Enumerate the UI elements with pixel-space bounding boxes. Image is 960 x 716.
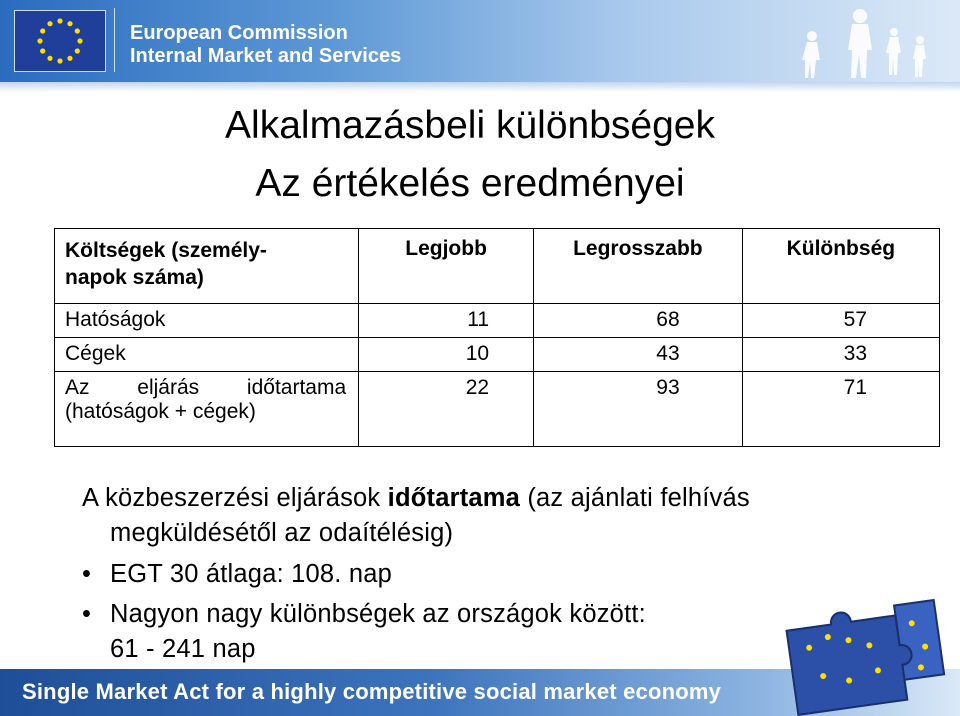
paragraph-text: (az ajánlati felhívás — [520, 484, 750, 512]
bullet-text: EGT 30 átlaga: 108. nap — [110, 560, 392, 588]
eu-star-icon — [57, 18, 62, 23]
column-header-difference: Különbség — [742, 229, 939, 304]
cell-worst: 93 — [534, 372, 743, 447]
cost-comparison-table — [54, 228, 940, 447]
row-label-line2: (hatóságok + cégek) — [65, 400, 256, 423]
eu-star-icon — [40, 48, 45, 53]
row-label-word: Az — [65, 376, 90, 399]
header-divider — [114, 8, 115, 72]
row-label: Cégek — [55, 338, 359, 372]
procedure-duration-paragraph-line2: megküldésétől az odaítélésig) — [110, 519, 454, 547]
footer-slogan: Single Market Act for a highly competitive social market economy — [22, 679, 722, 704]
paragraph-text: A közbeszerzési eljárások — [82, 484, 388, 512]
cell-difference: 71 — [742, 372, 939, 447]
bullet-item-line2: 61 - 241 nap — [110, 635, 256, 663]
eu-star-icon — [75, 28, 80, 33]
eu-star-icon — [47, 56, 52, 61]
table-header-label — [55, 229, 359, 304]
bullet-item — [82, 560, 392, 589]
eu-flag-logo — [14, 10, 106, 72]
table-header-label-line2: napok száma) — [65, 266, 204, 289]
eu-star-icon — [47, 21, 52, 26]
eu-star-icon — [57, 58, 62, 63]
table-header-label-line1: Költségek (személy- — [65, 239, 267, 262]
row-label-word: eljárás — [137, 376, 200, 399]
eu-star-icon — [67, 56, 72, 61]
eu-puzzle-icon — [770, 580, 960, 716]
cell-difference: 33 — [742, 338, 939, 372]
procedure-duration-paragraph — [82, 484, 750, 513]
eu-star-icon — [77, 38, 82, 43]
paragraph-emphasis: időtartama — [387, 484, 521, 512]
eu-star-icon — [75, 48, 80, 53]
table-row — [55, 304, 940, 338]
cell-best: 11 — [359, 304, 534, 338]
table-header-row — [55, 229, 940, 304]
slide-title: Alkalmazásbeli különbségek — [225, 104, 715, 147]
bullet-item — [82, 600, 646, 629]
organization-name: European Commission — [130, 22, 348, 44]
slide-subtitle: Az értékelés eredményei — [255, 162, 685, 205]
eu-star-icon — [67, 21, 72, 26]
cell-worst: 68 — [534, 304, 743, 338]
row-label — [55, 372, 359, 447]
row-label: Hatóságok — [55, 304, 359, 338]
walking-people-icon — [790, 2, 950, 82]
table-row — [55, 372, 940, 447]
bullet-text: Nagyon nagy különbségek az országok között: — [110, 600, 646, 628]
cell-best: 22 — [359, 372, 534, 447]
cell-best: 10 — [359, 338, 534, 372]
table-row — [55, 338, 940, 372]
directorate-name: Internal Market and Services — [130, 45, 402, 67]
eu-star-icon — [37, 38, 42, 43]
column-header-worst: Legrosszabb — [534, 229, 743, 304]
row-label-word: időtartama — [246, 376, 347, 399]
row-label-line1 — [65, 376, 358, 400]
eu-star-icon — [40, 28, 45, 33]
bullet-icon: • — [82, 600, 92, 628]
cell-worst: 43 — [534, 338, 743, 372]
cell-difference: 57 — [742, 304, 939, 338]
header-banner — [0, 0, 960, 82]
column-header-best: Legjobb — [359, 229, 534, 304]
bullet-icon: • — [82, 560, 92, 588]
